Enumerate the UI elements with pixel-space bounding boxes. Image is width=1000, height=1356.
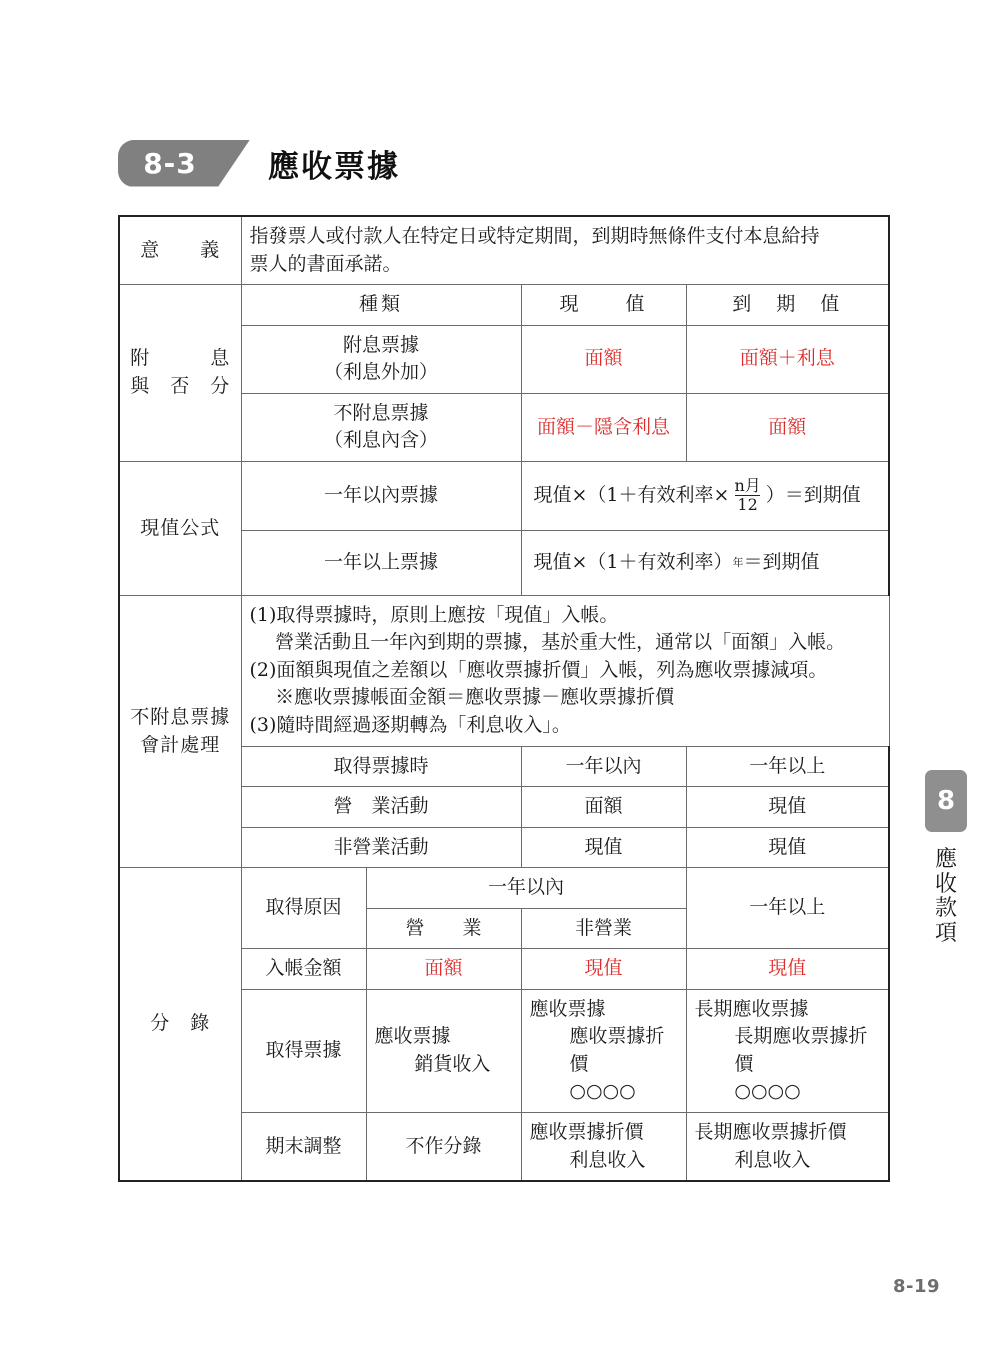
journal-adjust-non-operating: [521, 1113, 686, 1182]
formula-fraction: [732, 475, 762, 515]
chapter-title-char-4: 項: [934, 920, 957, 946]
row-label-journal: 分 錄: [119, 868, 241, 1181]
acquisition-header-within-year: 一年以內: [521, 746, 686, 787]
chapter-title-char-3: 款: [934, 896, 957, 922]
fraction-denominator: 12: [737, 495, 758, 515]
note-item-3: (2)面額與現值之差額以「應收票據折價」入帳，列為應收票據減項。: [249, 658, 828, 681]
acquisition-non-operating-over-year: 現值: [686, 827, 889, 868]
journal-acquire-non-operating: [521, 989, 686, 1112]
meaning-text: [241, 216, 889, 285]
chapter-title-char-1: 應: [934, 847, 957, 872]
journal-sub-header-operating: 營 業: [366, 908, 521, 949]
table-row-journal-group-header: [119, 868, 889, 909]
acquisition-label-operating: 營 業活動: [241, 787, 521, 828]
note-type-interest-bearing: [241, 325, 521, 393]
acquisition-label-non-operating: 非營業活動: [241, 827, 521, 868]
row-label-interest-line-2: 與 否 分: [130, 374, 231, 397]
journal-amount-non-operating: 現值: [521, 949, 686, 990]
page-title: 應收票據: [268, 148, 400, 185]
pv-formula-label-over-year: 一年以上票據: [241, 530, 521, 595]
journal-debit: 應收票據: [374, 1025, 451, 1048]
journal-credit: 長期應收票據折價: [734, 1025, 868, 1075]
table-row-non-interest-notes: [119, 595, 889, 746]
page-number: 8-19: [892, 1276, 940, 1297]
journal-credit: 利息收入: [569, 1148, 646, 1171]
row-label-interest-line-1: 附 息: [130, 347, 231, 370]
journal-amount-over-year: 現值: [686, 949, 889, 990]
non-interest-maturity-value: 面額: [686, 393, 889, 461]
notes-receivable-summary-table: [118, 215, 890, 1182]
journal-amount-operating: 面額: [366, 949, 521, 990]
chapter-tab: [925, 770, 967, 832]
section-heading: [118, 137, 400, 189]
note-type-line-1: 不附息票據: [333, 401, 429, 424]
journal-header-reason: 取得原因: [241, 868, 366, 949]
journal-adjust-over-year: [686, 1113, 889, 1182]
journal-sub-header-non-operating: 非營業: [521, 908, 686, 949]
journal-amount-label: 入帳金額: [241, 949, 366, 990]
journal-acquire-label: 取得票據: [241, 989, 366, 1112]
journal-amount-placeholder: ○○○○: [569, 1080, 636, 1103]
row-label-meaning: 意 義: [119, 216, 241, 285]
row-label-interest-bearing: [119, 285, 241, 462]
acquisition-header-label: 取得票據時: [241, 746, 521, 787]
chapter-title-char-2: 收: [934, 871, 957, 897]
formula-prefix: 現值×（1＋有效利率）: [533, 551, 733, 574]
non-interest-present-value: 面額－隱含利息: [521, 393, 686, 461]
journal-adjust-operating: 不作分錄: [366, 1113, 521, 1182]
journal-credit: 應收票據折價: [569, 1025, 665, 1075]
formula-suffix: ）＝到期值: [765, 484, 861, 507]
journal-debit: 長期應收票據: [694, 997, 809, 1020]
journal-debit: 長期應收票據折價: [694, 1121, 847, 1144]
journal-group-header-within-year: 一年以內: [366, 868, 686, 909]
journal-amount-placeholder: ○○○○: [734, 1080, 801, 1103]
table-row-meaning: [119, 216, 889, 285]
journal-acquire-over-year: [686, 989, 889, 1112]
note-type-line-2: （利息內含）: [323, 429, 438, 452]
fraction-numerator: n月: [734, 475, 761, 495]
section-badge: [118, 140, 250, 187]
column-header-type: 種類: [241, 285, 521, 326]
row-label-pv-formula: 現值公式: [119, 461, 241, 595]
section-number: 8-3: [143, 146, 197, 180]
table-row-pv-formula-within-year: [119, 461, 889, 530]
meaning-line-1: 指發票人或付款人在特定日或特定期間，到期時無條件支付本息給持: [249, 225, 820, 247]
column-header-maturity-value: 到 期 值: [686, 285, 889, 326]
interest-bearing-present-value: 面額: [521, 325, 686, 393]
journal-debit: 應收票據折價: [529, 1121, 644, 1144]
journal-credit: 銷貨收入: [414, 1052, 491, 1075]
formula-suffix: ＝到期值: [743, 551, 820, 574]
journal-credit: 利息收入: [734, 1148, 811, 1171]
pv-formula-label-within-year: 一年以內票據: [241, 461, 521, 530]
note-type-line-1: 附息票據: [342, 333, 419, 356]
pv-formula-over-year: [521, 530, 889, 595]
acquisition-non-operating-within-year: 現值: [521, 827, 686, 868]
row-label-accounting-line-2: 會計處理: [140, 733, 221, 756]
chapter-number: 8: [936, 786, 956, 816]
meaning-line-2: 票人的書面承諾。: [249, 252, 402, 275]
table-row-interest-header: [119, 285, 889, 326]
formula-prefix: 現值×（1＋有效利率×: [533, 484, 730, 507]
journal-acquire-operating: [366, 989, 521, 1112]
column-header-present-value: 現 值: [521, 285, 686, 326]
note-type-non-interest: [241, 393, 521, 461]
note-item-1: (1)取得票據時，原則上應按「現值」入帳。: [249, 603, 619, 626]
note-item-5: (3)隨時間經過逐期轉為「利息收入」。: [249, 714, 571, 737]
journal-header-over-year: 一年以上: [686, 868, 889, 949]
note-item-4: ※應收票據帳面金額＝應收票據－應收票據折價: [275, 686, 675, 709]
row-label-non-interest-accounting: [119, 595, 241, 867]
formula-superscript: 年: [732, 555, 744, 569]
non-interest-accounting-notes: [241, 595, 889, 746]
note-item-2: 營業活動且一年內到期的票據，基於重大性，通常以「面額」入帳。: [275, 631, 846, 654]
interest-bearing-maturity-value: 面額＋利息: [686, 325, 889, 393]
chapter-title-vertical: [928, 848, 964, 947]
row-label-accounting-line-1: 不附息票據: [130, 705, 231, 728]
journal-adjust-label: 期末調整: [241, 1113, 366, 1182]
pv-formula-within-year: [521, 461, 889, 530]
note-type-line-2: （利息外加）: [323, 361, 438, 384]
acquisition-operating-over-year: 現值: [686, 787, 889, 828]
journal-debit: 應收票據: [529, 997, 606, 1020]
acquisition-operating-within-year: 面額: [521, 787, 686, 828]
acquisition-header-over-year: 一年以上: [686, 746, 889, 787]
